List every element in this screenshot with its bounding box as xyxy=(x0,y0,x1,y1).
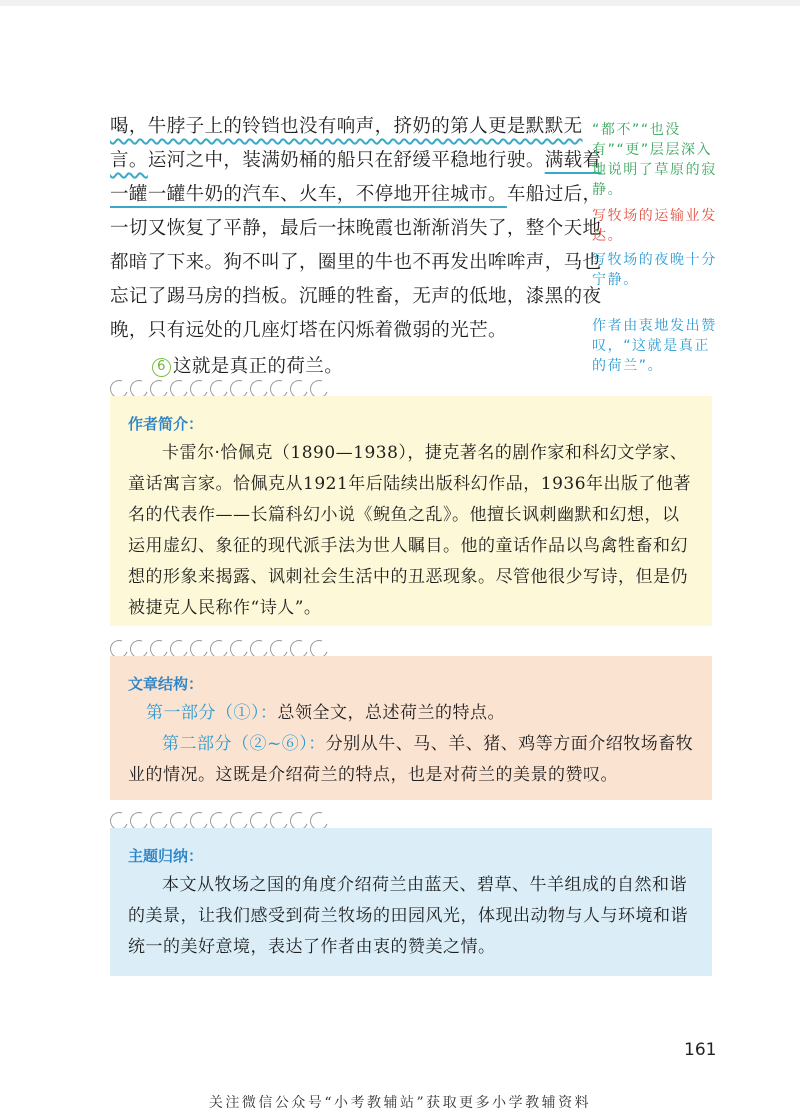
passage-line: 一切又恢复了平静，最后一抹晚霞也渐渐消失了，整个天地 xyxy=(110,218,602,239)
passage-line xyxy=(110,178,602,212)
passage-line: 晚，只有远处的几座灯塔在闪烁着微弱的光芒。 xyxy=(110,320,507,341)
paragraph-number-badge: 6 xyxy=(152,358,171,377)
structure-part-2-text: 分别从牛、马、羊、猪、鸡等方面介绍牧场畜牧业的情况。这既是介绍荷兰的特点，也是对荷兰的美景的赞叹。 xyxy=(128,734,694,785)
structure-part-1-text: 总领全文，总述荷兰的特点。 xyxy=(277,703,505,723)
structure-part-2 xyxy=(128,729,694,791)
author-intro-text: 卡雷尔·恰佩克（1890—1938），捷克著名的剧作家和科幻文学家、童话寓言家。恰佩克从1921年后陆续出版科幻作品，1936年出版了他著名的代表作——长篇科幻小说《鲵鱼之乱》。他擅长讽刺幽默和幻想，以运用虚幻、象征的现代派手法为世人瞩目。他的童话作品以鸟禽牲畜和幻想的形象来揭露、讽刺社会生活中的丑恶现象。尽管他很少写诗，但是仍被捷克人民称作“诗人”。 xyxy=(128,443,692,618)
margin-note-transport: 写牧场的运输业发达。 xyxy=(592,208,717,244)
theme-summary-box xyxy=(110,828,712,976)
structure-box xyxy=(110,656,712,800)
structure-part-1-label: 第一部分（①）： xyxy=(146,703,278,723)
passage-text xyxy=(110,110,602,384)
underlined-sentence: 一罐一罐牛奶的汽车、火车，不停地开往城市。 xyxy=(110,184,507,205)
structure-title: 文章结构： xyxy=(128,675,204,693)
passage-sentence: 车船过后， xyxy=(506,184,602,205)
theme-summary-text: 本文从牧场之国的角度介绍荷兰由蓝天、碧草、牛羊组成的自然和谐的美景，让我们感受到荷兰牧场的田园风光，体现出动物与人与环境和谐统一的美好意境，表达了作者由衷的赞美之情。 xyxy=(128,875,688,957)
author-intro-title: 作者简介： xyxy=(128,415,204,433)
wavy-underlined-sentence: 喝，牛脖子上的铃铛也没有响声，挤奶的第人更是默默无 xyxy=(110,116,583,137)
margin-note-silence: “都不”“也没有”“更”层层深入地说明了草原的寂静。 xyxy=(592,122,717,198)
margin-note-night: 写牧场的夜晚十分宁静。 xyxy=(592,252,717,288)
passage-line: 都暗了下来。狗不叫了，圈里的牛也不再发出哞哞声，马也 xyxy=(110,252,602,273)
structure-part-1 xyxy=(128,698,694,729)
margin-note-praise: 作者由衷地发出赞叹，“这就是真正的荷兰”。 xyxy=(592,318,717,374)
underlined-sentence: 满载着 xyxy=(544,150,602,171)
passage-line xyxy=(110,144,602,178)
page-top-border xyxy=(0,0,800,6)
author-intro-box xyxy=(110,396,712,626)
footer-watermark: 关注微信公众号“小考教辅站”获取更多小学教辅资料 xyxy=(208,1095,592,1111)
wavy-underlined-sentence: 言。 xyxy=(110,150,148,171)
structure-part-2-label: 第二部分（②~⑥）： xyxy=(162,734,326,754)
passage-final-sentence: 这就是真正的荷兰。 xyxy=(173,356,344,377)
passage-line xyxy=(110,110,583,144)
passage-line: 忘记了踢马房的挡板。沉睡的牲畜，无声的低地，漆黑的夜 xyxy=(110,286,602,307)
theme-summary-title: 主题归纳： xyxy=(128,847,204,865)
page-number: 161 xyxy=(684,1040,717,1060)
passage-sentence: 运河之中，装满奶桶的船只在舒缓平稳地行驶。 xyxy=(147,150,545,171)
